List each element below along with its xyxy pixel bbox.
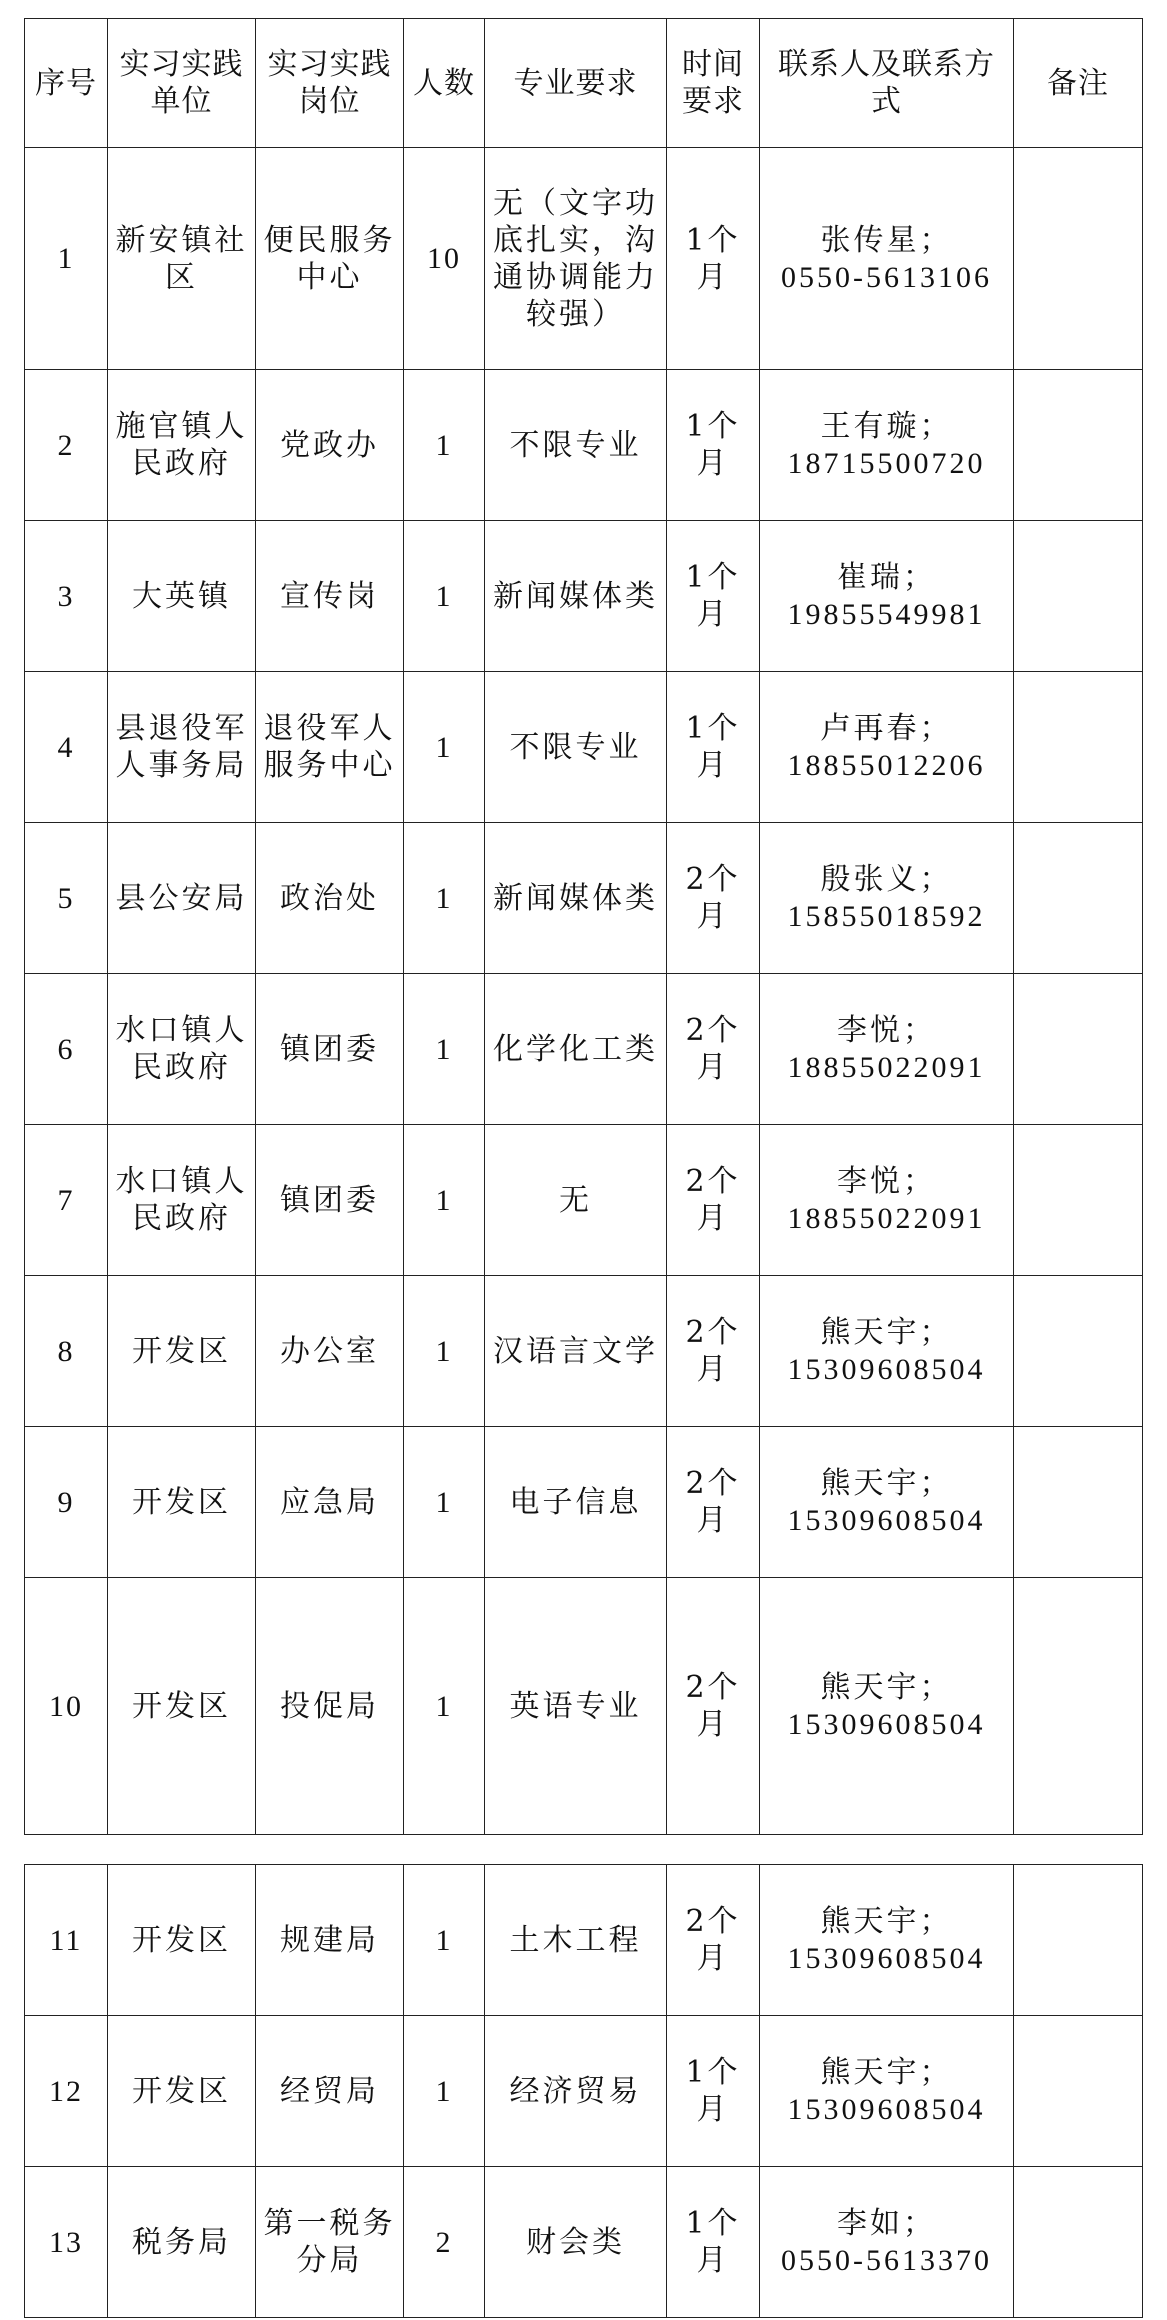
cell-contact <box>760 823 1014 974</box>
cell-contact <box>760 2016 1014 2167</box>
cell-note <box>1014 370 1143 521</box>
cell-count: 1 <box>404 974 485 1125</box>
contact-phone: 19855549981 <box>787 598 986 631</box>
cell-major: 不限专业 <box>485 672 667 823</box>
cell-note <box>1014 974 1143 1125</box>
cell-post: 经贸局 <box>256 2016 404 2167</box>
cell-count: 1 <box>404 823 485 974</box>
header-cell-count: 人数 <box>404 19 485 148</box>
cell-unit: 县公安局 <box>108 823 256 974</box>
cell-contact <box>760 2167 1014 2318</box>
cell-count: 2 <box>404 2167 485 2318</box>
cell-no: 1 <box>25 148 108 370</box>
header-cell-major: 专业要求 <box>485 19 667 148</box>
cell-count: 1 <box>404 1865 485 2016</box>
cell-time: 2个月 <box>667 1276 760 1427</box>
cell-major: 无（文字功底扎实，沟通协调能力较强） <box>485 148 667 370</box>
cell-contact <box>760 672 1014 823</box>
cell-count: 1 <box>404 370 485 521</box>
contact-name: 李如； <box>837 2206 936 2241</box>
contact-phone: 15309608504 <box>787 1708 986 1741</box>
contact-name: 熊天宇； <box>820 1466 953 1501</box>
contact-name: 熊天宇； <box>820 1904 953 1939</box>
cell-post: 退役军人服务中心 <box>256 672 404 823</box>
cell-unit: 新安镇社区 <box>108 148 256 370</box>
cell-note <box>1014 1865 1143 2016</box>
contact-name: 熊天宇； <box>820 1670 953 1705</box>
cell-contact <box>760 148 1014 370</box>
header-cell-time: 时间要求 <box>667 19 760 148</box>
cell-note <box>1014 1125 1143 1276</box>
header-cell-no: 序号 <box>25 19 108 148</box>
cell-no: 6 <box>25 974 108 1125</box>
contact-name: 熊天宇； <box>820 2055 953 2090</box>
contact-name: 卢再春； <box>820 711 953 746</box>
internship-table-page <box>24 18 1142 2318</box>
cell-count: 1 <box>404 2016 485 2167</box>
table-row <box>25 672 1143 823</box>
cell-count: 1 <box>404 1578 485 1835</box>
cell-post: 镇团委 <box>256 974 404 1125</box>
contact-name: 王有璇； <box>820 409 953 444</box>
cell-major: 汉语言文学 <box>485 1276 667 1427</box>
cell-post: 办公室 <box>256 1276 404 1427</box>
cell-unit: 大英镇 <box>108 521 256 672</box>
cell-contact <box>760 370 1014 521</box>
cell-major: 财会类 <box>485 2167 667 2318</box>
internship-table <box>24 18 1143 1835</box>
cell-no: 12 <box>25 2016 108 2167</box>
cell-unit: 开发区 <box>108 1427 256 1578</box>
contact-phone: 15309608504 <box>787 1942 986 1975</box>
cell-count: 1 <box>404 1276 485 1427</box>
cell-post: 宣传岗 <box>256 521 404 672</box>
cell-time: 2个月 <box>667 1427 760 1578</box>
cell-major: 英语专业 <box>485 1578 667 1835</box>
cell-time: 1个月 <box>667 148 760 370</box>
cell-post: 投促局 <box>256 1578 404 1835</box>
table-page-break <box>24 1835 1142 1864</box>
contact-phone: 18855022091 <box>787 1202 986 1235</box>
cell-major: 化学化工类 <box>485 974 667 1125</box>
cell-time: 2个月 <box>667 1865 760 2016</box>
cell-time: 2个月 <box>667 1578 760 1835</box>
table-section-1 <box>25 19 1143 1835</box>
cell-count: 1 <box>404 521 485 672</box>
contact-phone: 15855018592 <box>787 900 986 933</box>
cell-major: 新闻媒体类 <box>485 521 667 672</box>
cell-contact <box>760 974 1014 1125</box>
cell-time: 1个月 <box>667 2167 760 2318</box>
cell-time: 1个月 <box>667 672 760 823</box>
cell-time: 2个月 <box>667 823 760 974</box>
contact-phone: 15309608504 <box>787 2093 986 2126</box>
header-cell-note: 备注 <box>1014 19 1143 148</box>
cell-unit: 税务局 <box>108 2167 256 2318</box>
cell-post: 应急局 <box>256 1427 404 1578</box>
header-cell-post: 实习实践岗位 <box>256 19 404 148</box>
contact-phone: 0550-5613370 <box>781 2244 992 2277</box>
cell-no: 8 <box>25 1276 108 1427</box>
cell-note <box>1014 148 1143 370</box>
cell-major: 土木工程 <box>485 1865 667 2016</box>
table-row <box>25 2167 1143 2318</box>
cell-contact <box>760 1276 1014 1427</box>
cell-note <box>1014 672 1143 823</box>
table-row <box>25 1865 1143 2016</box>
cell-note <box>1014 1276 1143 1427</box>
cell-time: 1个月 <box>667 521 760 672</box>
cell-unit: 施官镇人民政府 <box>108 370 256 521</box>
cell-time: 2个月 <box>667 974 760 1125</box>
cell-no: 7 <box>25 1125 108 1276</box>
table-section-2 <box>25 1865 1143 2318</box>
cell-contact <box>760 521 1014 672</box>
header-cell-contact: 联系人及联系方式 <box>760 19 1014 148</box>
table-row <box>25 148 1143 370</box>
cell-contact <box>760 1865 1014 2016</box>
internship-table-continued <box>24 1864 1143 2318</box>
cell-post: 便民服务中心 <box>256 148 404 370</box>
cell-post: 党政办 <box>256 370 404 521</box>
cell-contact <box>760 1125 1014 1276</box>
contact-phone: 18715500720 <box>787 447 986 480</box>
cell-count: 10 <box>404 148 485 370</box>
cell-no: 4 <box>25 672 108 823</box>
cell-contact <box>760 1427 1014 1578</box>
contact-phone: 18855022091 <box>787 1051 986 1084</box>
contact-phone: 15309608504 <box>787 1353 986 1386</box>
table-row <box>25 1276 1143 1427</box>
cell-note <box>1014 2167 1143 2318</box>
contact-name: 李悦； <box>837 1164 936 1199</box>
cell-unit: 县退役军人事务局 <box>108 672 256 823</box>
cell-unit: 水口镇人民政府 <box>108 1125 256 1276</box>
contact-name: 李悦； <box>837 1013 936 1048</box>
contact-name: 崔瑞； <box>837 560 936 595</box>
contact-name: 殷张义； <box>820 862 953 897</box>
cell-post: 规建局 <box>256 1865 404 2016</box>
cell-contact <box>760 1578 1014 1835</box>
cell-count: 1 <box>404 1125 485 1276</box>
cell-no: 3 <box>25 521 108 672</box>
header-cell-unit: 实习实践单位 <box>108 19 256 148</box>
table-row <box>25 974 1143 1125</box>
cell-note <box>1014 521 1143 672</box>
cell-post: 政治处 <box>256 823 404 974</box>
cell-note <box>1014 1427 1143 1578</box>
table-row <box>25 370 1143 521</box>
cell-count: 1 <box>404 1427 485 1578</box>
table-row <box>25 1578 1143 1835</box>
cell-unit: 开发区 <box>108 1865 256 2016</box>
table-row <box>25 823 1143 974</box>
contact-name: 熊天宇； <box>820 1315 953 1350</box>
cell-no: 11 <box>25 1865 108 2016</box>
table-row <box>25 1125 1143 1276</box>
cell-major: 经济贸易 <box>485 2016 667 2167</box>
cell-time: 2个月 <box>667 1125 760 1276</box>
cell-no: 9 <box>25 1427 108 1578</box>
table-header-row <box>25 19 1143 148</box>
cell-no: 13 <box>25 2167 108 2318</box>
cell-unit: 水口镇人民政府 <box>108 974 256 1125</box>
cell-time: 1个月 <box>667 370 760 521</box>
contact-name: 张传星； <box>820 222 953 258</box>
cell-time: 1个月 <box>667 2016 760 2167</box>
table-row <box>25 2016 1143 2167</box>
contact-phone: 0550-5613106 <box>781 260 992 294</box>
cell-major: 新闻媒体类 <box>485 823 667 974</box>
cell-no: 10 <box>25 1578 108 1835</box>
cell-unit: 开发区 <box>108 1276 256 1427</box>
cell-no: 5 <box>25 823 108 974</box>
cell-note <box>1014 1578 1143 1835</box>
cell-no: 2 <box>25 370 108 521</box>
cell-unit: 开发区 <box>108 1578 256 1835</box>
cell-major: 电子信息 <box>485 1427 667 1578</box>
cell-note <box>1014 2016 1143 2167</box>
contact-phone: 18855012206 <box>787 749 986 782</box>
cell-note <box>1014 823 1143 974</box>
cell-post: 镇团委 <box>256 1125 404 1276</box>
cell-count: 1 <box>404 672 485 823</box>
table-row <box>25 1427 1143 1578</box>
cell-post: 第一税务分局 <box>256 2167 404 2318</box>
cell-major: 无 <box>485 1125 667 1276</box>
cell-unit: 开发区 <box>108 2016 256 2167</box>
cell-major: 不限专业 <box>485 370 667 521</box>
contact-phone: 15309608504 <box>787 1504 986 1537</box>
table-row <box>25 521 1143 672</box>
